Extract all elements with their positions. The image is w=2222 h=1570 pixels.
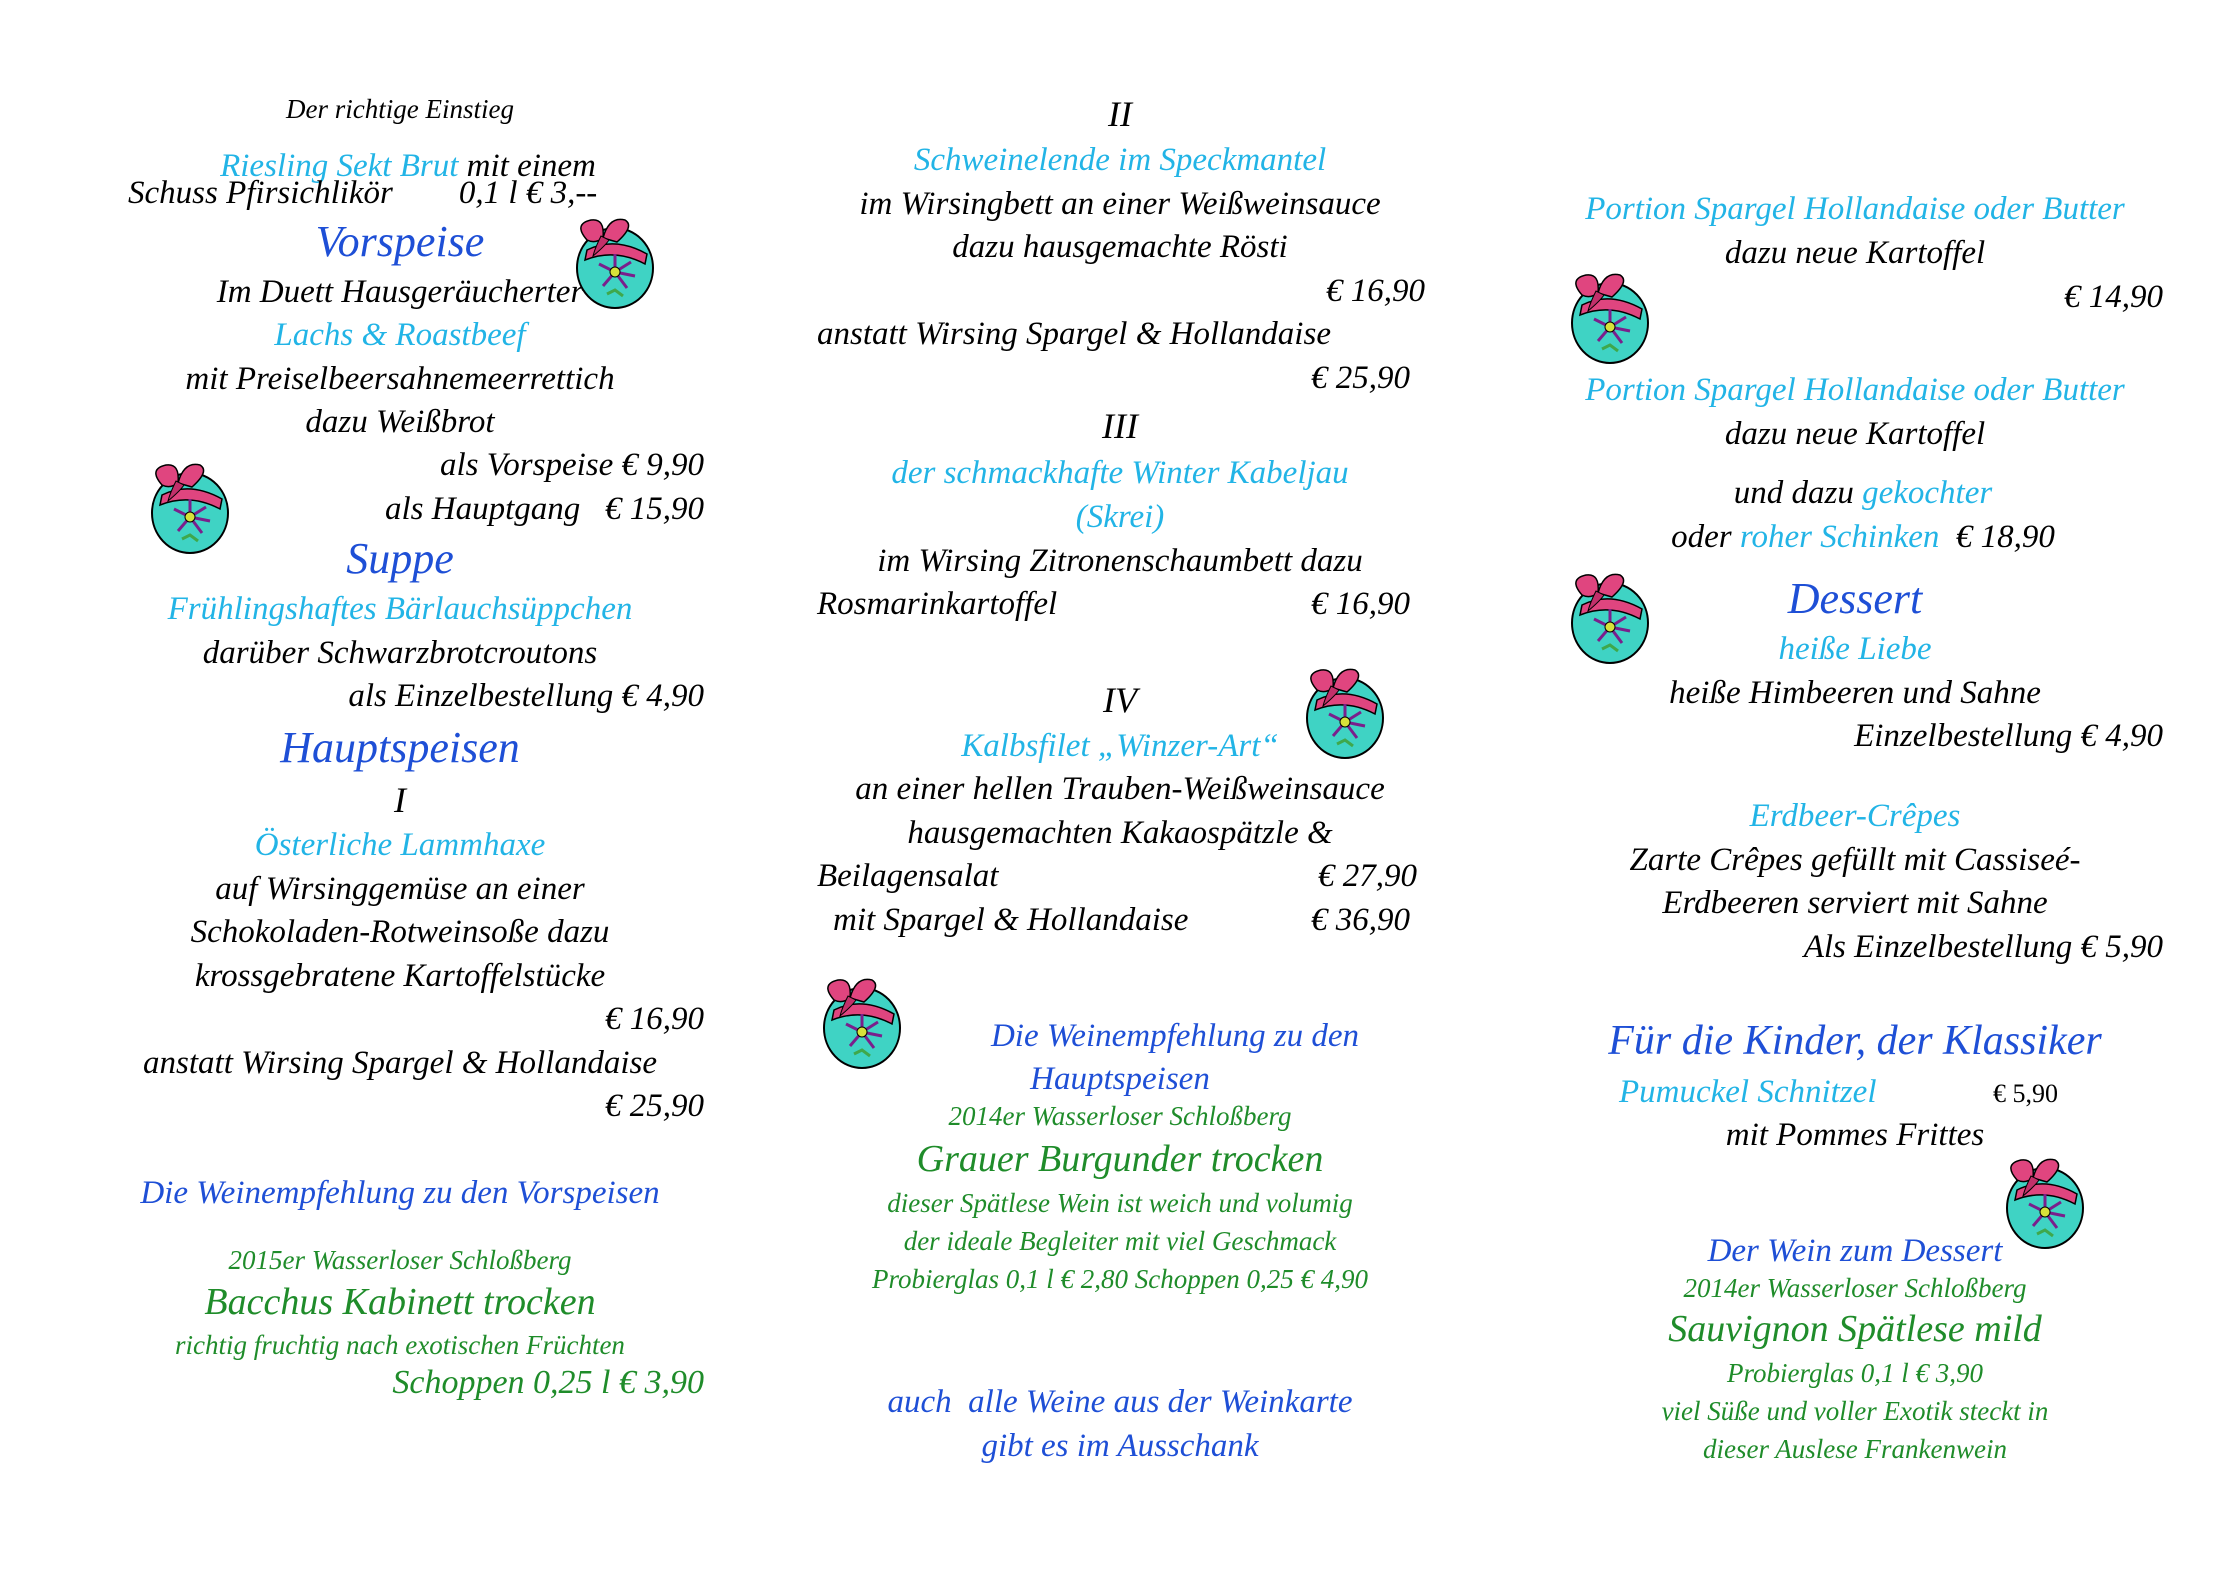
- wine-price: Schoppen 0,25 l € 3,90: [392, 1364, 704, 1401]
- hauptspeise-1-alternative-price: € 25,90: [605, 1088, 704, 1124]
- hauptspeise-4-line-3: hausgemachten Kakaospätzle &: [907, 815, 1333, 851]
- hauptspeisen-heading: Hauptspeisen: [280, 723, 520, 772]
- hauptspeise-1-alternative: anstatt Wirsing Spargel & Hollandaise: [143, 1045, 657, 1081]
- vorspeise-price-1: als Vorspeise € 9,90: [440, 447, 704, 483]
- dessert-heading: Dessert: [1787, 574, 1923, 623]
- wine-vintage: 2015er Wasserloser Schloßberg: [228, 1245, 572, 1275]
- wine-description: richtig fruchtig nach exotischen Früchten: [175, 1330, 625, 1360]
- hauptspeise-4-alternative-price: € 36,90: [1311, 902, 1410, 938]
- hauptspeise-1-line-2: auf Wirsinggemüse an einer: [215, 871, 585, 907]
- spargel-2-name: Portion Spargel Hollandaise oder Butter: [1585, 372, 2125, 408]
- spargel-2-line-4: [1535, 505, 2175, 570]
- wine-name: Bacchus Kabinett trocken: [204, 1281, 596, 1323]
- hauptspeise-4-line-2: an einer hellen Trauben-Weißweinsauce: [855, 771, 1385, 807]
- hauptspeise-4-name: Kalbsfilet „Winzer-Art“: [961, 728, 1279, 764]
- hauptspeise-number-4: IV: [1103, 680, 1137, 720]
- hauptspeise-3-line-4: Rosmarinkartoffel: [817, 586, 1058, 622]
- hauptspeise-number-2: II: [1108, 94, 1132, 134]
- intro-text: Der richtige Einstieg: [286, 94, 514, 124]
- spargel-2-line-4-text: oder: [1671, 519, 1740, 555]
- suppe-line-2: darüber Schwarzbrotcroutons: [202, 635, 598, 671]
- dessert-2-line-2: Zarte Crêpes gefüllt mit Cassiseé-: [1629, 842, 2081, 878]
- wine-description-1: dieser Spätlese Wein ist weich und volumig: [887, 1188, 1353, 1218]
- easter-egg-icon: [1560, 565, 1656, 667]
- vorspeise-heading: Vorspeise: [315, 217, 485, 266]
- spargel-2-ham-cooked: gekochter: [1862, 475, 1993, 511]
- spargel-2-line-3-text: und dazu: [1733, 475, 1863, 511]
- hauptspeise-1-line-3: Schokoladen-Rotweinsoße dazu: [190, 914, 610, 950]
- easter-egg-icon: [565, 210, 661, 312]
- vorspeise-line-3: mit Preiselbeersahnemeerrettich: [185, 361, 615, 397]
- suppe-heading: Suppe: [346, 534, 454, 583]
- easter-egg-icon: [140, 455, 236, 557]
- wine-description-2: der ideale Begleiter mit viel Geschmack: [903, 1226, 1337, 1256]
- dessert-2-line-3: Erdbeeren serviert mit Sahne: [1662, 885, 2048, 921]
- easter-egg-icon: [1295, 660, 1391, 762]
- wine-recommendation-heading-2: Hauptspeisen: [1030, 1061, 1210, 1097]
- wine-vintage: 2014er Wasserloser Schloßberg: [1683, 1273, 2027, 1303]
- hauptspeise-number-3: III: [1102, 406, 1138, 446]
- kids-dish-price: € 5,90: [1993, 1079, 2058, 1108]
- dessert-1-name: heiße Liebe: [1778, 631, 1932, 667]
- spargel-1-name: Portion Spargel Hollandaise oder Butter: [1585, 191, 2125, 227]
- hauptspeise-3-price: € 16,90: [1311, 586, 1410, 622]
- wine-description-1: viel Süße und voller Exotik steckt in: [1661, 1396, 2049, 1426]
- hauptspeise-1-line-4: krossgebratene Kartoffelstücke: [194, 958, 606, 994]
- sekt-price-line: Schuss Pfirsichlikör 0,1 l € 3,--: [128, 175, 598, 211]
- kids-dish-line-2: mit Pommes Frittes: [1725, 1117, 1985, 1153]
- hauptspeise-4-alternative: mit Spargel & Hollandaise: [833, 902, 1189, 938]
- wine-vintage: 2014er Wasserloser Schloßberg: [948, 1101, 1292, 1131]
- hauptspeise-2-name: Schweinelende im Speckmantel: [913, 142, 1327, 178]
- hauptspeise-1-name: Österliche Lammhaxe: [254, 827, 546, 863]
- wine-name: Sauvignon Spätlese mild: [1668, 1308, 2042, 1350]
- spargel-1-line-2: dazu neue Kartoffel: [1724, 235, 1986, 271]
- hauptspeise-4-price: € 27,90: [1318, 858, 1417, 894]
- hauptspeise-2-alternative-price: € 25,90: [1311, 360, 1410, 396]
- hauptspeise-2-price: € 16,90: [1326, 273, 1425, 309]
- spargel-2-ham-raw: roher Schinken: [1739, 519, 1940, 555]
- hauptspeise-number-1: I: [394, 780, 406, 820]
- ausschank-note-2: gibt es im Ausschank: [981, 1428, 1259, 1464]
- hauptspeise-1-price: € 16,90: [605, 1001, 704, 1037]
- column-main-courses: [805, 90, 1435, 1490]
- dessert-1-line-2: heiße Himbeeren und Sahne: [1669, 675, 2041, 711]
- spargel-1-price: € 14,90: [2064, 279, 2163, 315]
- suppe-name: Frühlingshaftes Bärlauchsüppchen: [167, 591, 633, 627]
- dessert-2-price: Als Einzelbestellung € 5,90: [1803, 929, 2163, 965]
- easter-egg-icon: [1560, 265, 1656, 367]
- wine-description-2: dieser Auslese Frankenwein: [1703, 1434, 2007, 1464]
- hauptspeise-3-name-line-2: (Skrei): [1075, 499, 1165, 535]
- suppe-price: als Einzelbestellung € 4,90: [348, 678, 704, 714]
- kids-dish-name: Pumuckel Schnitzel: [1619, 1074, 1877, 1110]
- wine-price: Probierglas 0,1 l € 3,90: [1727, 1358, 1983, 1388]
- sekt-rest: mit einem: [458, 148, 596, 184]
- hauptspeise-2-line-2: im Wirsingbett an einer Weißweinsauce: [859, 186, 1381, 222]
- ausschank-note-1: auch alle Weine aus der Weinkarte: [887, 1384, 1353, 1420]
- hauptspeise-3-line-3: im Wirsing Zitronenschaumbett dazu: [877, 543, 1363, 579]
- hauptspeise-3-name-line-1: der schmackhafte Winter Kabeljau: [891, 455, 1349, 491]
- vorspeise-price-2: als Hauptgang € 15,90: [384, 491, 704, 527]
- sekt-name: Riesling Sekt Brut: [220, 148, 459, 184]
- spargel-2-price: € 18,90: [1939, 519, 2055, 555]
- vorspeise-name: Lachs & Roastbeef: [274, 317, 526, 353]
- vorspeise-line-1: Im Duett Hausgeräucherter: [216, 274, 584, 310]
- easter-egg-icon: [1995, 1150, 2091, 1252]
- wine-recommendation-heading: Die Weinempfehlung zu den Vorspeisen: [140, 1175, 660, 1211]
- easter-egg-icon: [812, 970, 908, 1072]
- dessert-2-name: Erdbeer-Crêpes: [1749, 798, 1961, 834]
- spargel-2-line-2: dazu neue Kartoffel: [1724, 416, 1986, 452]
- wine-price: Probierglas 0,1 l € 2,80 Schoppen 0,25 € 4,90: [872, 1264, 1368, 1294]
- hauptspeise-4-line-4: Beilagensalat: [817, 858, 999, 894]
- wine-recommendation-heading-1: Die Weinempfehlung zu den: [990, 1018, 1360, 1054]
- dessert-wine-heading: Der Wein zum Dessert: [1707, 1233, 2003, 1269]
- dessert-1-price: Einzelbestellung € 4,90: [1854, 718, 2163, 754]
- hauptspeise-2-line-3: dazu hausgemachte Rösti: [952, 229, 1288, 265]
- vorspeise-line-4: dazu Weißbrot: [305, 404, 495, 440]
- kids-heading: Für die Kinder, der Klassiker: [1608, 1018, 2102, 1064]
- hauptspeise-2-alternative: anstatt Wirsing Spargel & Hollandaise: [817, 316, 1331, 352]
- wine-name: Grauer Burgunder trocken: [916, 1138, 1324, 1180]
